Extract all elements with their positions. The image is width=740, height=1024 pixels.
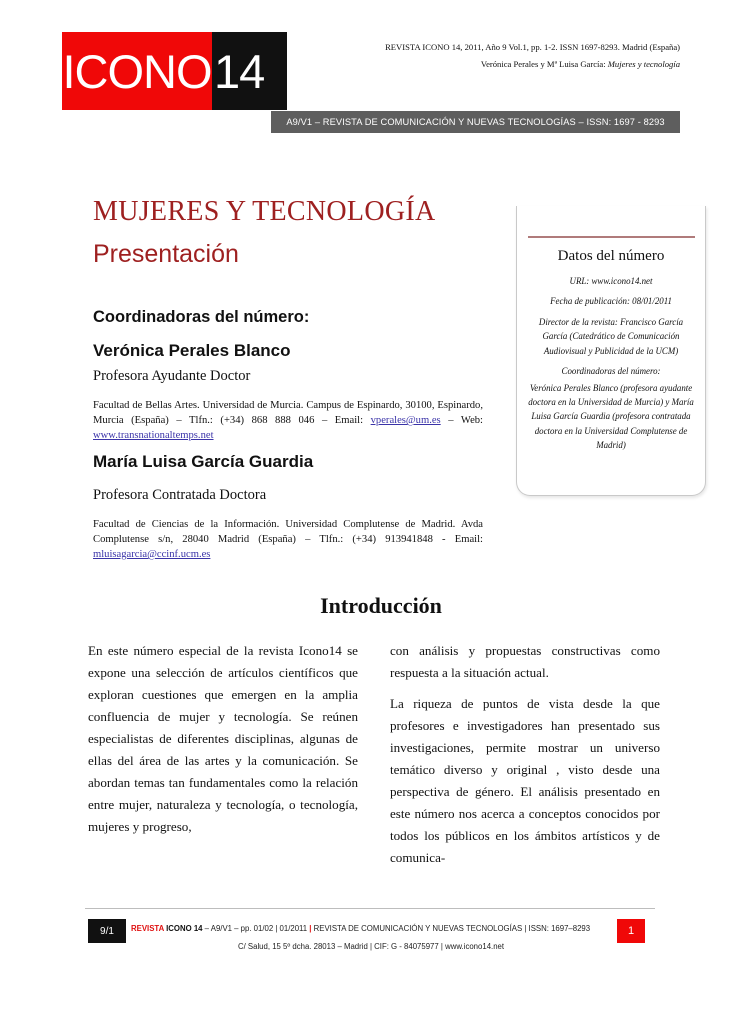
intro-paragraph-left-1: En este número especial de la revista Icono14 se expone una selección de artículos científicos que exploran cuestiones que emergen en la amplia confluencia de mujer y tecnología. Se reúnen especialistas de diferentes disciplinas, algunas de ellas del área de las artes y la comunicación. Se abordan temas tan fundamentales como la relación entre mujer, naturaleza y tecnología, o tecnología, mujeres y progreso,	[88, 643, 358, 834]
logo-number: 14	[214, 44, 265, 98]
footer-divider	[85, 908, 655, 909]
footer-address-line: C/ Salud, 15 5º dcha. 28013 – Madrid | CIF: G - 84075977 | www.icono14.net	[237, 942, 505, 951]
journal-banner: A9/V1 – REVISTA DE COMUNICACIÓN Y NUEVAS TECNOLOGÍAS – ISSN: 1697 - 8293	[271, 111, 680, 133]
affiliation-web-label-1: – Web:	[440, 415, 484, 427]
author-affiliation-2	[93, 517, 483, 562]
issue-data-director: Director de la revista: Francisco García García (Catedrático de Comunicación Audiovisual y Publicidad de la UCM)	[538, 316, 684, 356]
page-title: MUJERES Y TECNOLOGÍA	[93, 196, 436, 227]
author-affiliation-1	[93, 398, 483, 443]
footer-citation-line	[131, 924, 611, 933]
footer-journal-name: REVISTA DE COMUNICACIÓN Y NUEVAS TECNOLOGÍAS | ISSN: 1697–8293	[311, 924, 591, 933]
logo-wordmark: ICONO	[62, 44, 212, 98]
affiliation-text-1: Facultad de Bellas Artes. Universidad de Murcia. Campus de Espinardo, 30100, Espinardo, Murcia (España) – Tlfn.: (+34) 868 888 046 – Email:	[93, 400, 483, 427]
author-role-1: Profesora Ayudante Doctor	[93, 368, 251, 384]
author-role-2: Profesora Contratada Doctora	[93, 487, 267, 503]
intro-paragraph-right-2: La riqueza de puntos de vista desde la que profesores e investigadores han presentado sus investigaciones, permite mostrar un universo temático diverso y original , visto desde una perspectiva de género. El análisis presentado en este número nos acerca a conceptos conocidos por todos los públicos en los ámbitos artísticos y de comunica-	[390, 695, 660, 865]
running-head-citation: REVISTA ICONO 14, 2011, Año 9 Vol.1, pp. 1-2. ISSN 1697-8293. Madrid (España)	[385, 42, 680, 52]
issue-data-coordinators-text: Verónica Perales Blanco (profesora ayudante doctora en la Universidad de Murcia) y María Luisa García Guardia (profesora contratada doctora en la Universidad Complutense de Madrid)	[528, 382, 694, 451]
running-head-author-names: Verónica Perales y Mª Luisa García:	[480, 59, 608, 70]
issue-data-rule	[528, 236, 695, 238]
coordinators-heading: Coordinadoras del número:	[93, 308, 310, 326]
issue-data-body	[528, 274, 694, 453]
affiliation-text-2: Facultad de Ciencias de la Información. Universidad Complutense de Madrid. Avda Complutense s/n, 28040 Madrid (España) – Tlfn.: (+34) 913941848 - Email:	[93, 519, 483, 546]
issue-data-date: Fecha de publicación: 08/01/2011	[550, 296, 672, 307]
masthead	[0, 0, 740, 140]
page-subtitle: Presentación	[93, 240, 239, 268]
footer-separator: |	[309, 924, 312, 933]
page-locator-badge: 9/1	[88, 919, 126, 943]
page-number-badge: 1	[617, 919, 645, 943]
running-head	[348, 40, 680, 71]
issue-data-url-label: URL:	[569, 276, 592, 286]
issue-data-coordinators-label: Coordinadoras del número:	[561, 366, 661, 377]
issue-data-url	[528, 274, 694, 288]
author-email-link-2[interactable]: mluisagarcia@ccinf.ucm.es	[93, 549, 211, 561]
body-column-right	[390, 640, 660, 878]
body-column-left	[88, 640, 358, 847]
logo-black-panel	[212, 32, 287, 110]
footer-revista-word: REVISTA	[131, 924, 164, 933]
issue-data-url-value: www.icono14.net	[591, 276, 653, 286]
intro-paragraph-right-1: con análisis y propuestas constructivas como respuesta a la situación actual.	[390, 643, 660, 680]
footer-issue-info: – A9/V1 – pp. 01/02 | 01/2011	[202, 924, 310, 933]
issue-data-title: Datos del número	[557, 248, 665, 264]
footer-icono-word: ICONO 14	[163, 924, 203, 933]
issue-data-box	[516, 206, 706, 496]
author-name-2: María Luisa García Guardia	[93, 452, 314, 471]
icono14-logo	[62, 32, 287, 110]
running-head-article-title: Mujeres y tecnología	[607, 59, 680, 70]
running-head-authors	[348, 57, 680, 71]
section-heading-introduccion: Introducción	[320, 593, 442, 618]
author-name-1: Verónica Perales Blanco	[93, 341, 291, 360]
author-email-link-1[interactable]: vperales@um.es	[370, 415, 441, 427]
author-web-link-1[interactable]: www.transnationaltemps.net	[93, 430, 214, 442]
logo-red-panel	[62, 32, 212, 110]
